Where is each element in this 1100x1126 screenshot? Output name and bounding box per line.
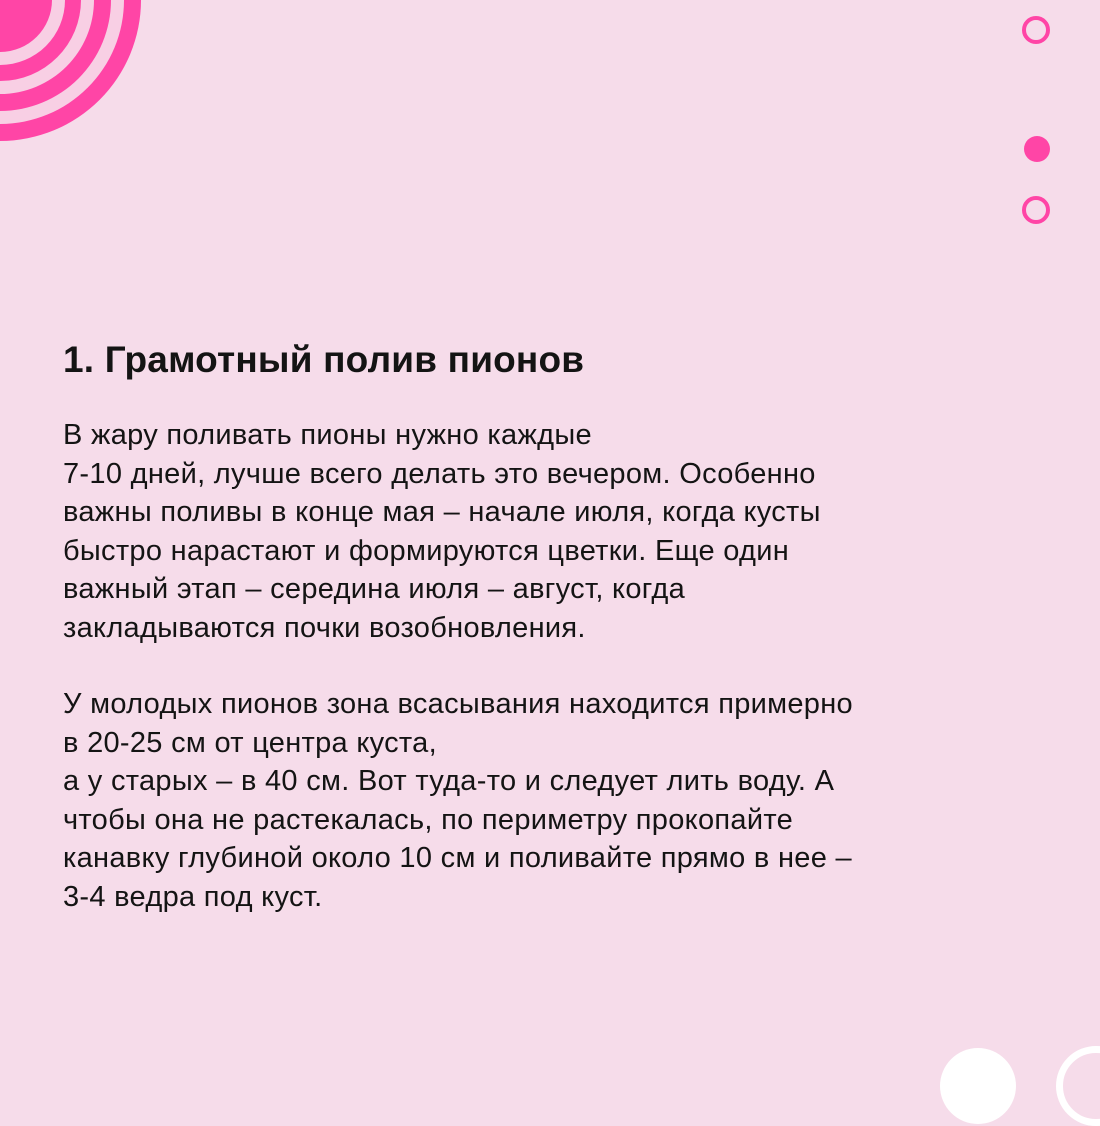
pagination-dot-outline-icon: [1022, 16, 1050, 44]
section-heading: 1. Грамотный полив пионов: [63, 339, 585, 380]
text-line: 3-4 ведра под куст.: [63, 880, 323, 913]
pagination-dot-active-icon: [1024, 136, 1050, 162]
white-ring-decoration: [1056, 1046, 1100, 1126]
article-content: [63, 334, 1053, 916]
paragraph-watering-schedule: [63, 416, 1053, 647]
paragraph-absorption-zone: [63, 685, 1053, 916]
text-line: канавку глубиной около 10 см и поливайте прямо в нее –: [63, 842, 852, 874]
text-line: 7-10 дней, лучше всего делать это вечером. Особенно: [63, 457, 816, 490]
concentric-rings-decoration: [0, 0, 150, 150]
text-line: В жару поливать пионы нужно каждые: [63, 419, 592, 451]
text-line: У молодых пионов зона всасывания находится примерно: [63, 688, 853, 720]
text-line: быстро нарастают и формируются цветки. Еще один: [63, 534, 790, 567]
text-line: а у старых – в 40 см. Вот туда-то и следует лить воду. А: [63, 765, 835, 797]
pagination-dot-outline-icon: [1022, 196, 1050, 224]
text-line: закладываются почки возобновления.: [63, 611, 586, 644]
white-circle-decoration: [940, 1048, 1016, 1124]
text-line: важный этап – середина июля – август, когда: [63, 573, 685, 605]
text-line: чтобы она не растекалась, по периметру прокопайте: [63, 803, 794, 836]
text-line: важны поливы в конце мая – начале июля, когда кусты: [63, 496, 821, 528]
text-line: в 20-25 см от центра куста,: [63, 726, 437, 759]
